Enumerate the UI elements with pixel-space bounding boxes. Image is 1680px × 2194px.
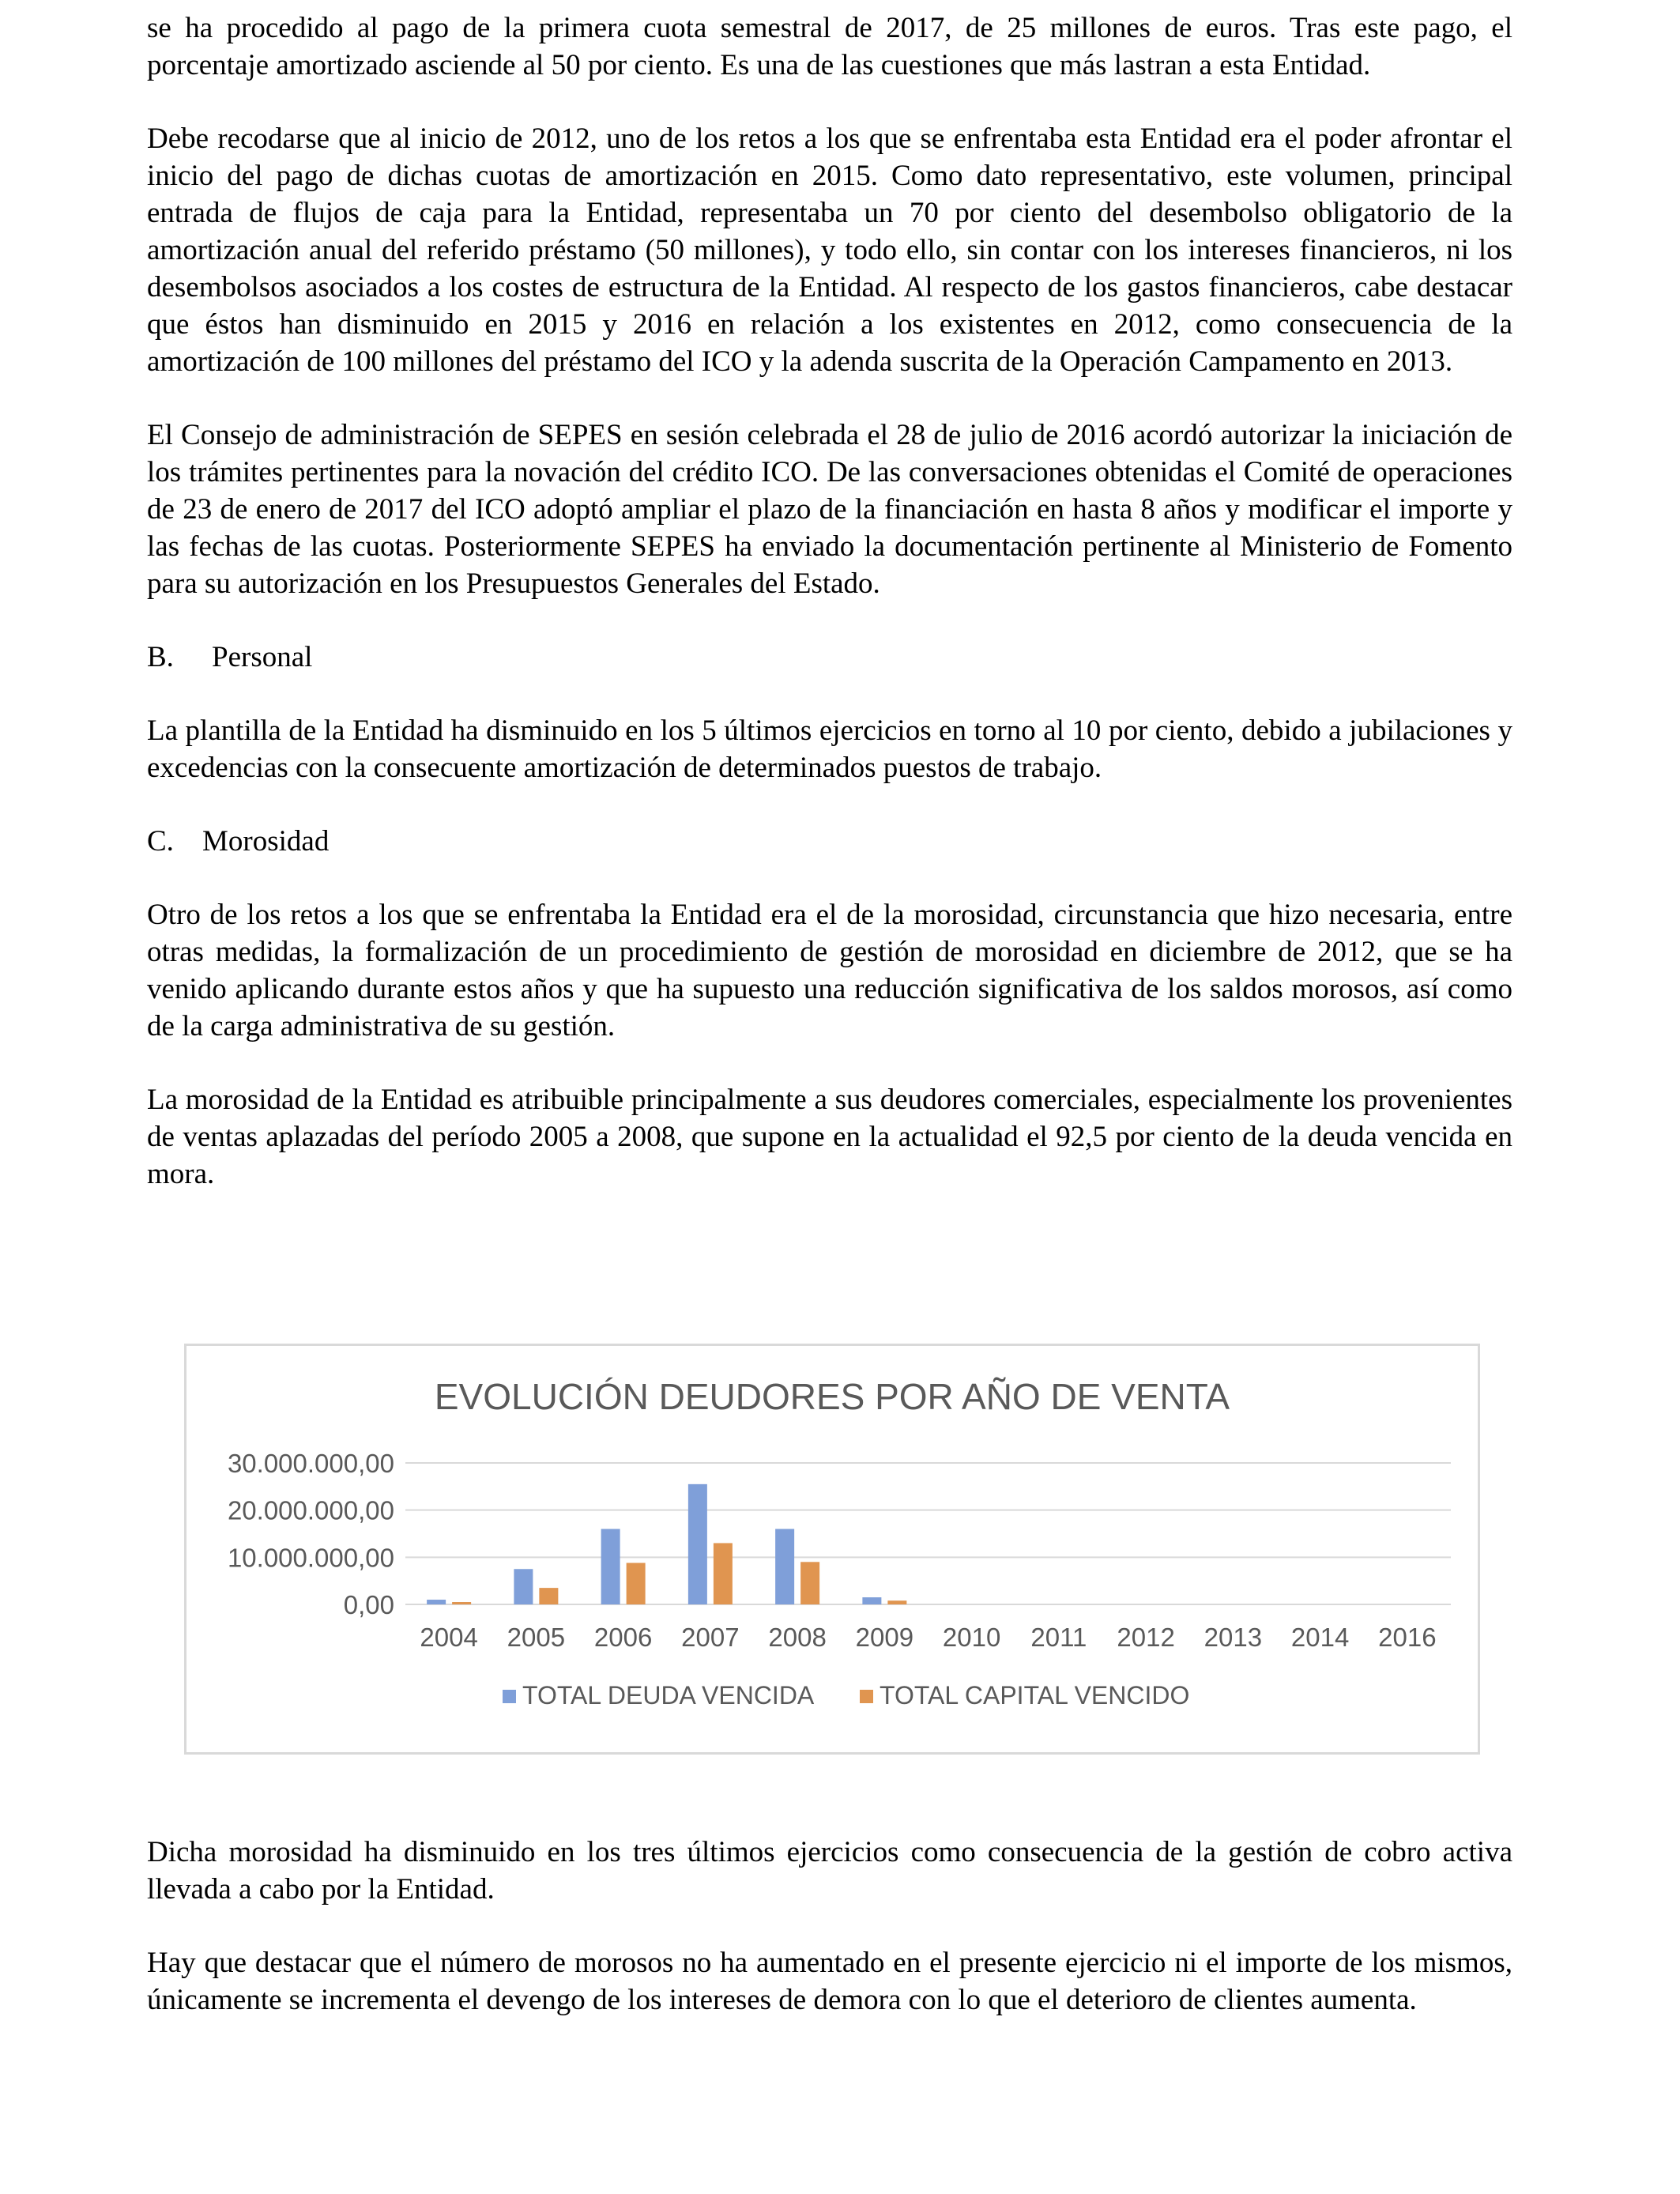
x-tick-label: 2012 xyxy=(1117,1623,1175,1652)
legend-label: TOTAL CAPITAL VENCIDO xyxy=(880,1681,1190,1710)
document-page xyxy=(147,9,1512,1229)
section-letter: B. xyxy=(147,641,174,673)
legend-swatch xyxy=(503,1690,516,1703)
paragraph-ico-payment: se ha procedido al pago de la primera cuota semestral de 2017, de 25 millones de euros. Tras este pago, el porcentaje amortizado asciende al 50 por ciento. Es una de las cuestiones que más lastran a esta Entidad. xyxy=(147,12,1512,81)
y-tick-label: 30.000.000,00 xyxy=(227,1449,394,1478)
bar-deuda-2007 xyxy=(688,1484,707,1604)
x-tick-label: 2014 xyxy=(1290,1623,1350,1652)
paragraph-amortization-challenge: Debe recodarse que al inicio de 2012, uno de los retos a los que se enfrentaba esta Entidad era el poder afrontar el inicio del pago de dichas cuotas de amortización en 2015. Como dato representativo, este volumen, principal entrada de flujos de caja para la Entidad, representaba un 70 por ciento del desembolso obligatorio de la amortización anual del referido préstamo (50 millones), y todo ello, sin contar con los intereses financieros, ni los desembolsos asociados a los costes de estructura de la Entidad. Al respecto de los gastos financieros, cabe destacar que éstos han disminuido en 2015 y 2016 en relación a los existentes en 2012, como consecuencia de la amortización de 100 millones del préstamo del ICO y la adenda suscrita de la Operación Campamento en 2013. xyxy=(147,123,1512,378)
x-tick-label: 2009 xyxy=(855,1623,914,1652)
section-heading-morosidad xyxy=(147,823,1512,860)
legend-label: TOTAL DEUDA VENCIDA xyxy=(522,1681,815,1710)
bar-capital-2007 xyxy=(714,1543,733,1604)
bar-deuda-2006 xyxy=(601,1529,620,1604)
x-tick-label: 2016 xyxy=(1378,1623,1437,1652)
bar-deuda-2005 xyxy=(514,1569,533,1604)
x-tick-label: 2013 xyxy=(1203,1623,1263,1652)
document-page-continued xyxy=(147,1834,1512,2055)
bar-capital-2009 xyxy=(887,1600,906,1604)
bar-deuda-2008 xyxy=(775,1529,794,1604)
x-tick-label: 2006 xyxy=(593,1623,653,1652)
chart-title: EVOLUCIÓN DEUDORES POR AÑO DE VENTA xyxy=(434,1376,1230,1417)
paragraph-delinquency-decrease: Dicha morosidad ha disminuido en los tres últimos ejercicios como consecuencia de la gestión de cobro activa llevada a cabo por la Entidad. xyxy=(147,1836,1512,1906)
x-tick-label: 2011 xyxy=(1030,1623,1087,1652)
bar-deuda-2009 xyxy=(862,1597,881,1604)
paragraph-staff: La plantilla de la Entidad ha disminuido en los 5 últimos ejercicios en torno al 10 por ciento, debido a jubilaciones y excedencias con la consecuente amortización de determinados puestos de trabajo. xyxy=(147,714,1512,784)
x-tick-label: 2007 xyxy=(681,1623,740,1652)
paragraph-delinquency-origin: La morosidad de la Entidad es atribuible principalmente a sus deudores comerciales, especialmente los provenientes de ventas aplazadas del período 2005 a 2008, que supone en la actualidad el 92,5 por ciento de la deuda vencida en mora. xyxy=(147,1084,1512,1190)
chart-canvas xyxy=(186,1346,1478,1752)
bar-capital-2004 xyxy=(452,1602,471,1604)
x-tick-label: 2005 xyxy=(507,1623,566,1652)
paragraph-council-decision: El Consejo de administración de SEPES en sesión celebrada el 28 de julio de 2016 acordó autorizar la iniciación de los trámites pertinentes para la novación del crédito ICO. De las conversaciones obtenidas el Comité de operaciones de 23 de enero de 2017 del ICO adoptó ampliar el plazo de la financiación en hasta 8 años y modificar el importe y las fechas de las cuotas. Posteriormente SEPES ha enviado la documentación pertinente al Ministerio de Fomento para su autorización en los Presupuestos Generales del Estado. xyxy=(147,419,1512,600)
paragraph-interest-deterioration: Hay que destacar que el número de morosos no ha aumentado en el presente ejercicio ni el importe de los mismos, únicamente se incrementa el devengo de los intereses de demora con lo que el deterioro de clientes aumenta. xyxy=(147,1947,1512,2016)
bar-capital-2005 xyxy=(539,1588,558,1604)
bar-deuda-2004 xyxy=(427,1600,446,1604)
x-tick-label: 2008 xyxy=(768,1623,827,1652)
bar-capital-2008 xyxy=(800,1562,819,1604)
section-heading-personal xyxy=(147,639,1512,676)
x-tick-label: 2004 xyxy=(420,1623,478,1652)
legend-swatch xyxy=(860,1690,873,1703)
section-letter: C. xyxy=(147,825,174,858)
section-title: Personal xyxy=(212,641,313,673)
section-title: Morosidad xyxy=(202,825,330,858)
paragraph-delinquency-procedure: Otro de los retos a los que se enfrentaba la Entidad era el de la morosidad, circunstancia que hizo necesaria, entre otras medidas, la formalización de un procedimiento de gestión de morosidad en diciembre de 2012, que se ha venido aplicando durante estos años y que ha supuesto una reducción significativa de los saldos morosos, así como de la carga administrativa de su gestión. xyxy=(147,899,1512,1042)
y-tick-label: 20.000.000,00 xyxy=(227,1495,394,1525)
x-tick-label: 2010 xyxy=(942,1623,1001,1652)
y-tick-label: 0,00 xyxy=(343,1590,394,1619)
y-tick-label: 10.000.000,00 xyxy=(227,1543,394,1573)
bar-capital-2006 xyxy=(627,1563,646,1604)
debtors-chart xyxy=(184,1344,1480,1755)
